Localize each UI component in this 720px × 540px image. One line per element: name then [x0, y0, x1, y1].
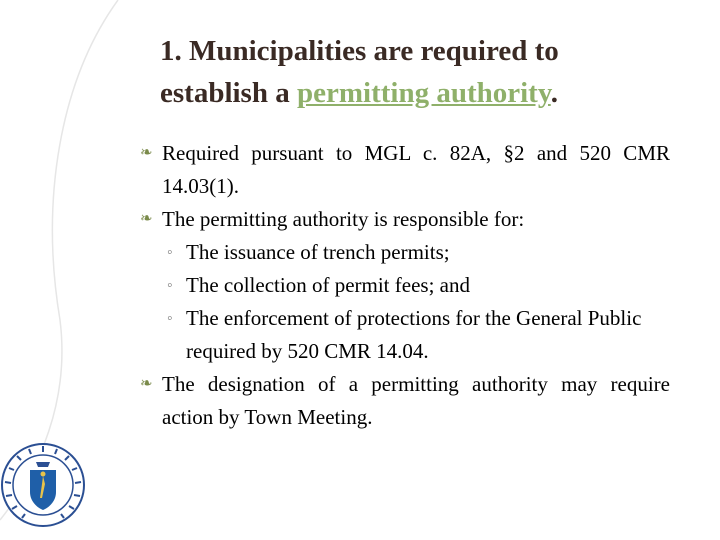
seal-crest [36, 462, 50, 467]
title-prefix: establish a [160, 77, 297, 109]
bullet-item [140, 368, 670, 434]
fleuron-bullet-icon: ❧ [140, 376, 153, 392]
fleuron-bullet-icon: ❧ [140, 145, 153, 161]
sub-bullet-item [162, 236, 670, 269]
bullet-item [140, 203, 670, 236]
massachusetts-seal-icon [0, 440, 86, 530]
sub-bullet-text: The collection of permit fees; and [186, 273, 470, 297]
circle-bullet-icon: ◦ [167, 310, 173, 327]
slide-body [140, 137, 670, 434]
title-line-1: 1. Municipalities are required to [160, 35, 559, 67]
bullet-item [140, 137, 670, 203]
seal-star [41, 472, 46, 477]
bullet-text: Required pursuant to MGL c. 82A, §2 and 520 CMR 14.03(1). [162, 141, 670, 198]
circle-bullet-icon: ◦ [167, 277, 173, 294]
circle-bullet-icon: ◦ [167, 244, 173, 261]
bullet-text: The designation of a permitting authority may require action by Town Meeting. [162, 372, 670, 429]
sub-bullet-text: The issuance of trench permits; [186, 240, 450, 264]
permitting-authority-link[interactable]: permitting authority [296, 77, 551, 109]
title-suffix: . [550, 77, 558, 109]
title-line-2 [160, 72, 700, 114]
fleuron-bullet-icon: ❧ [140, 211, 153, 227]
bullet-text: The permitting authority is responsible for: [162, 207, 525, 231]
sub-bullet-item [162, 302, 670, 368]
slide-title [160, 30, 700, 114]
sub-bullet-item [162, 269, 670, 302]
sub-bullet-text: The enforcement of protections for the General Public required by 520 CMR 14.04. [186, 306, 642, 363]
